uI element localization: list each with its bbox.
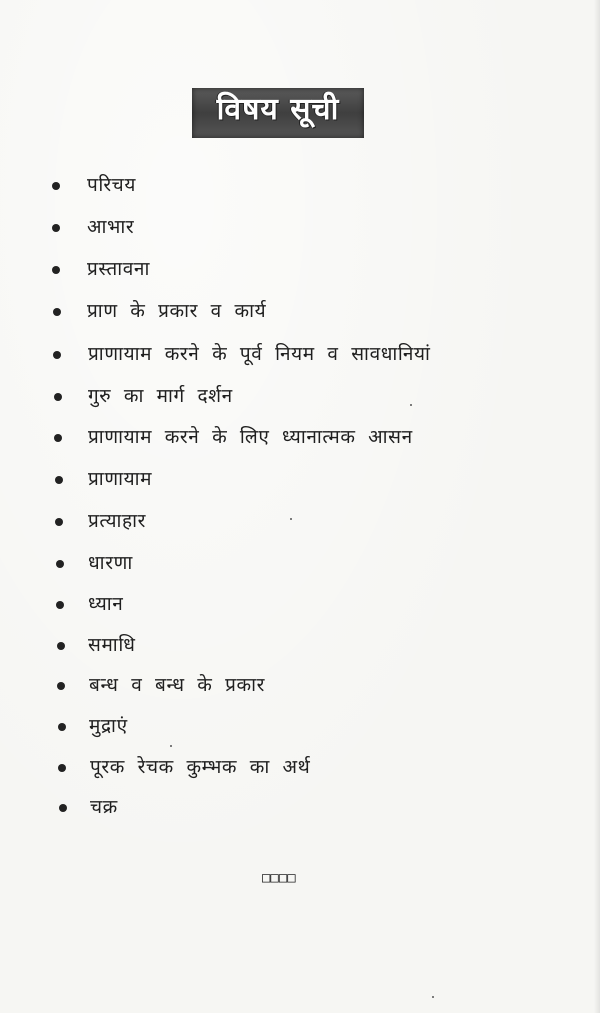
bullet-icon bbox=[58, 764, 66, 772]
bullet-icon bbox=[52, 266, 60, 274]
bullet-icon bbox=[54, 393, 62, 401]
toc-item-label: प्राणायाम करने के पूर्व नियम व सावधानियां bbox=[88, 343, 431, 365]
scan-speck bbox=[290, 518, 292, 520]
toc-item-label: बन्ध व बन्ध के प्रकार bbox=[89, 674, 266, 696]
toc-item-label: प्रत्याहार bbox=[88, 510, 147, 532]
page-title: विषय सूची bbox=[216, 92, 340, 127]
toc-item-label: धारणा bbox=[88, 552, 133, 574]
bullet-icon bbox=[53, 308, 61, 316]
bullet-icon bbox=[58, 723, 66, 731]
toc-item-label: गुरु का मार्ग दर्शन bbox=[88, 385, 233, 407]
bullet-icon bbox=[56, 560, 64, 568]
end-mark: □□□□ bbox=[262, 870, 296, 886]
toc-item-label: प्रस्तावना bbox=[87, 258, 150, 280]
bullet-icon bbox=[56, 601, 64, 609]
bullet-icon bbox=[52, 224, 60, 232]
toc-item-label: प्राणायाम bbox=[88, 468, 153, 490]
bullet-icon bbox=[57, 642, 65, 650]
toc-item-label: चक्र bbox=[90, 796, 118, 818]
bullet-icon bbox=[55, 518, 63, 526]
toc-item-label: प्राणायाम करने के लिए ध्यानात्मक आसन bbox=[88, 426, 413, 448]
scan-speck bbox=[410, 404, 412, 406]
bullet-icon bbox=[53, 351, 61, 359]
toc-item-label: परिचय bbox=[87, 174, 136, 196]
scan-speck bbox=[432, 996, 434, 998]
toc-item-label: समाधि bbox=[88, 634, 136, 656]
scan-speck bbox=[170, 745, 172, 747]
bullet-icon bbox=[59, 804, 67, 812]
toc-item-label: मुद्राएं bbox=[89, 715, 128, 737]
toc-item-label: आभार bbox=[87, 216, 135, 238]
bullet-icon bbox=[52, 182, 60, 190]
bullet-icon bbox=[54, 434, 62, 442]
bullet-icon bbox=[55, 476, 63, 484]
toc-item-label: ध्यान bbox=[88, 593, 124, 615]
toc-item-label: प्राण के प्रकार व कार्य bbox=[87, 300, 267, 322]
toc-item-label: पूरक रेचक कुम्भक का अर्थ bbox=[90, 756, 311, 778]
bullet-icon bbox=[57, 682, 65, 690]
